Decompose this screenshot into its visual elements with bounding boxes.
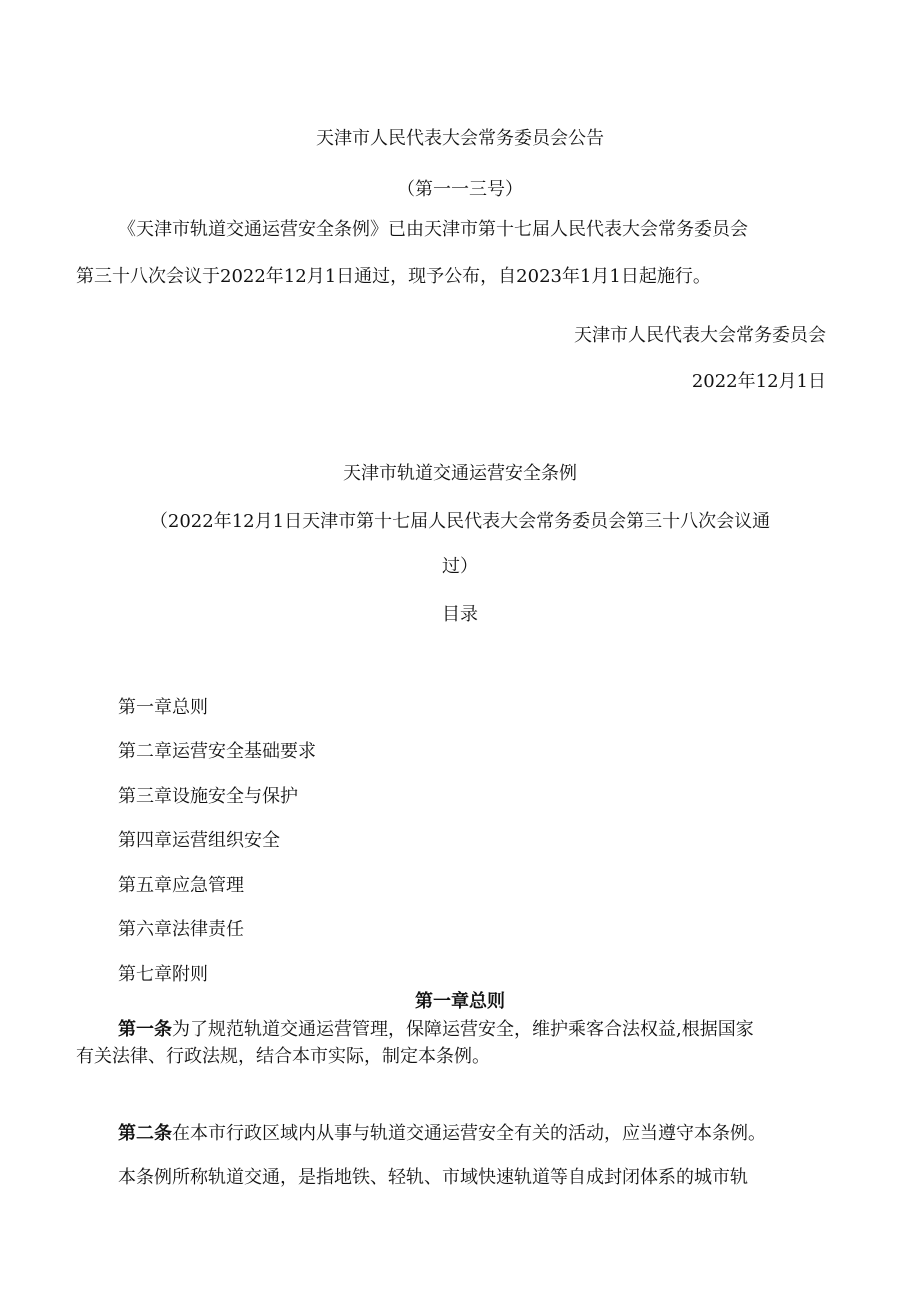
announcement-title: 天津市人民代表大会常务委员会公告 bbox=[316, 128, 604, 149]
announcement-number: （第一一三号） bbox=[397, 179, 523, 200]
article-2 bbox=[118, 1122, 766, 1146]
toc-item: 第四章运营组织安全 bbox=[118, 830, 280, 851]
article-1-line-2: 有关法律、行政法规，结合本市实际，制定本条例。 bbox=[76, 1046, 490, 1067]
announcement-date: 2022年12月1日 bbox=[691, 371, 826, 392]
announcement-signer: 天津市人民代表大会常务委员会 bbox=[574, 325, 826, 346]
article-text: 在本市行政区域内从事与轨道交通运营安全有关的活动，应当遵守本条例。 bbox=[172, 1123, 766, 1144]
toc-item: 第七章附则 bbox=[118, 964, 208, 985]
regulation-adoption-line-1: （2022年12月1日天津市第十七届人民代表大会常务委员会第三十八次会议通 bbox=[149, 511, 771, 532]
chapter-heading: 第一章总则 bbox=[415, 991, 505, 1012]
toc-item: 第六章法律责任 bbox=[118, 919, 244, 940]
toc-heading: 目录 bbox=[442, 604, 478, 625]
announcement-body-line-1: 《天津市轨道交通运营安全条例》已由天津市第十七届人民代表大会常务委员会 bbox=[118, 219, 748, 240]
toc-item: 第二章运营安全基础要求 bbox=[118, 741, 316, 762]
toc-item: 第一章总则 bbox=[118, 697, 208, 718]
article-2-paragraph-2: 本条例所称轨道交通，是指地铁、轻轨、市域快速轨道等自成封闭体系的城市轨 bbox=[118, 1167, 748, 1188]
article-label: 第一条 bbox=[118, 1019, 172, 1040]
regulation-title: 天津市轨道交通运营安全条例 bbox=[343, 463, 577, 484]
article-1-line-1 bbox=[118, 1018, 754, 1042]
announcement-body-line-2: 第三十八次会议于2022年12月1日通过，现予公布，自2023年1月1日起施行。 bbox=[76, 266, 711, 287]
regulation-adoption-line-2: 过） bbox=[442, 556, 478, 577]
toc-item: 第五章应急管理 bbox=[118, 875, 244, 896]
article-label: 第二条 bbox=[118, 1123, 172, 1144]
toc-item: 第三章设施安全与保护 bbox=[118, 786, 298, 807]
article-text: 为了规范轨道交通运营管理，保障运营安全，维护乘客合法权益,根据国家 bbox=[172, 1019, 754, 1040]
